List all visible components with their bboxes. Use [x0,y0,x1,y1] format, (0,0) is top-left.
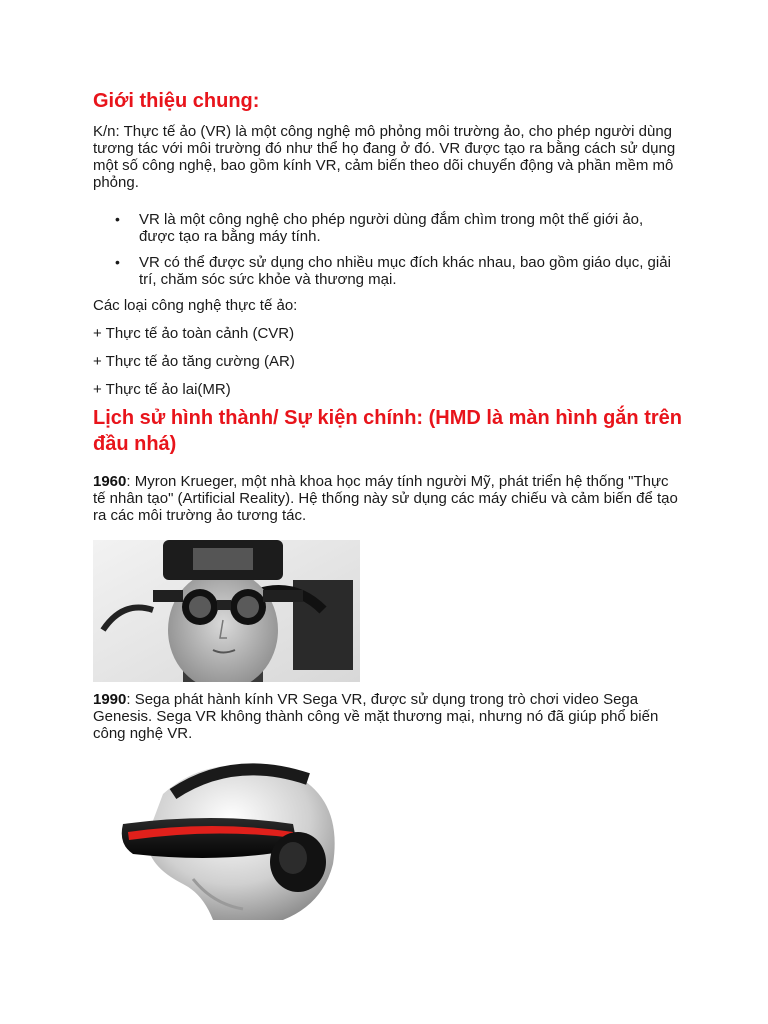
vr-type-item: + Thực tế ảo tăng cường (AR) [93,353,295,370]
event-text: : Sega phát hành kính VR Sega VR, được sử dụng trong trò chơi video Sega Genesis. Sega VR không thành công về mặt thương mại, nhưng nó đã giúp phổ biến công nghệ VR. [93,691,659,742]
section-heading-intro: Giới thiệu chung: [93,90,260,112]
intro-paragraph [93,123,678,191]
list-item: • VR có thể được sử dụng cho nhiều mục đích khác nhau, bao gồm giáo dục, giải trí, chăm sóc sức khỏe và thương mại. [93,254,678,288]
hmd-headset-photo [93,540,360,682]
event-paragraph [93,473,678,524]
vr-types-title: Các loại công nghệ thực tế ảo: [93,297,298,314]
event-year: 1960 [93,473,127,490]
sega-vr-headset-photo [93,754,355,920]
bullet-list [93,211,678,297]
event-paragraph [93,691,678,742]
section-heading-history: Lịch sử hình thành/ Sự kiện chính: (HMD là màn hình gắn trên đầu nhá) [93,407,682,455]
intro-text: : Thực tế ảo (VR) là một công nghệ mô phỏng môi trường ảo, cho phép người dùng tương tác với môi trường đó như thể họ đang ở đó. VR được tạo ra bằng cách sử dụng một số công nghệ, bao gồm kính VR, cảm biến theo dõi chuyển động và phần mềm mô phỏng. [93,123,676,191]
event-text: : Myron Krueger, một nhà khoa học máy tính người Mỹ, phát triển hệ thống "Thực tế nhân tạo" (Artificial Reality). Hệ thống này sử dụng các máy chiếu và cảm biến để tạo ra các môi trường ảo tương tác. [93,473,678,524]
vr-type-item: + Thực tế ảo lai(MR) [93,381,231,398]
list-item: • VR là một công nghệ cho phép người dùng đắm chìm trong một thế giới ảo, được tạo ra bằng máy tính. [93,211,678,245]
event-year: 1990 [93,691,127,708]
intro-prefix: K/n [93,123,116,140]
vr-type-item: + Thực tế ảo toàn cảnh (CVR) [93,325,295,342]
